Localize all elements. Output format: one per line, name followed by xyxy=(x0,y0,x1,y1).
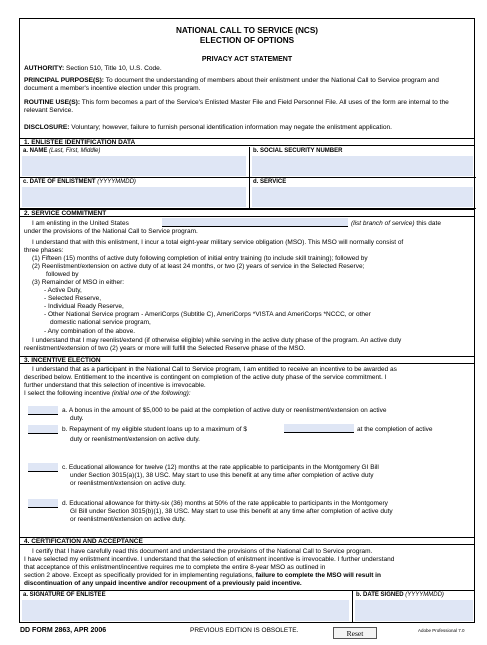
s2-line1-end: this date xyxy=(416,220,441,227)
disclosure-label: DISCLOSURE: xyxy=(24,124,70,131)
s2-option5: - Any combination of the above. xyxy=(44,328,136,335)
s4-line4 xyxy=(24,572,381,580)
date-signed-input[interactable] xyxy=(355,600,473,621)
name-cell xyxy=(20,147,249,178)
opt-c-line3: or reenlistment/extension on active duty. xyxy=(70,480,186,487)
s3-intro4-text: I select the following incentive xyxy=(24,390,110,397)
s2-phase1: (1) Fifteen (15) months of active duty following completion of initial entry training (to include skill training); followed by xyxy=(32,255,368,262)
s2-line1: I am enlisting in the United States xyxy=(32,220,129,227)
s4-line2: I have selected my enlistment incentive. I understand that the selection of enlistment incentive is irrevocable. I further understand xyxy=(24,556,395,563)
date-enlistment-hint: (YYYYMMDD) xyxy=(97,179,136,185)
s2-option1: - Active Duty, xyxy=(44,287,82,294)
form-title: NATIONAL CALL TO SERVICE (NCS) xyxy=(175,26,319,35)
service-label: d. SERVICE xyxy=(253,179,287,185)
s3-intro3: further understand that this selection of incentive is irrevocable. xyxy=(24,382,206,389)
s2-phase2: (2) Reenlistment/extension on active duty of at least 24 months, or two (2) years of service in the Selected Reserve; xyxy=(32,263,365,270)
purpose-label: PRINCIPAL PURPOSE(S): xyxy=(24,77,104,84)
date-enlistment-label: c. DATE OF ENLISTMENT xyxy=(23,179,96,185)
previous-edition-note: PREVIOUS EDITION IS OBSOLETE. xyxy=(190,627,299,634)
initial-c-input[interactable] xyxy=(28,463,58,472)
s2-option2: - Selected Reserve, xyxy=(44,295,102,302)
s3-intro4 xyxy=(24,390,191,398)
purpose-text: To document the understanding of members about their enlistment under the National Call to Service program and document a member's incentive election under this program. xyxy=(24,77,439,92)
authority-para xyxy=(24,65,468,73)
ncs-form xyxy=(19,18,475,623)
opt-d-line3: or reenlistment/extension on active duty. xyxy=(70,516,186,523)
service-cell xyxy=(250,178,476,209)
initial-d-input[interactable] xyxy=(28,499,58,508)
s3-intro2: described below. Entitlement to the incentive is contingent on completion of the active duty phase of the service commitment. I xyxy=(24,374,387,381)
signature-input[interactable] xyxy=(22,600,349,621)
s2-option4b: domestic national service program, xyxy=(50,319,151,326)
s4-line3: that acceptance of this enlistment/incentive requires me to complete the entire 8-year MSO as outlined in xyxy=(24,564,326,571)
service-input[interactable] xyxy=(252,187,473,207)
opt-b-line2: duty or reenlistment/extension on active duty. xyxy=(70,436,200,443)
s2-line3: I understand that with this enlistment, I incur a total eight-year military service obligation (MSO). This MSO will normally consist of xyxy=(32,239,404,246)
s2-end2: reenlistment/extension of two (2) years or more will fulfill the Selected Reserve phase of the MSO. xyxy=(24,345,306,352)
branch-hint: (list branch of service) xyxy=(351,220,415,227)
s3-intro4-hint: (initial one of the following): xyxy=(111,390,191,397)
ssn-cell xyxy=(250,147,476,178)
section3-title: 3. INCENTIVE ELECTION xyxy=(20,356,474,364)
section1-title: 1. ENLISTEE IDENTIFICATION DATA xyxy=(20,138,474,146)
s4-line4-bold: failure to complete the MSO will result in xyxy=(255,572,381,579)
routine-para xyxy=(24,99,468,115)
loan-amount-input[interactable] xyxy=(284,424,354,433)
opt-c-line2: under Section 3015(a)(1), 38 USC. May start to use this benefit at any time after completion of active duty xyxy=(70,472,374,479)
date-signed-hint: (YYYYMMDD) xyxy=(405,592,444,598)
s4-line4-text: section 2 above. Except as specifically provided for in implementing regulations, xyxy=(24,572,254,579)
date-enlistment-input[interactable] xyxy=(22,187,246,207)
purpose-para xyxy=(24,77,468,93)
routine-text: This form becomes a part of the Service's Enlisted Master File and Field Personnel File. All uses of the form are internal to the relevant Service. xyxy=(24,99,449,114)
s2-option3: - Individual Ready Reserve, xyxy=(44,303,124,310)
opt-b-line1-end: at the completion of active xyxy=(357,426,433,433)
date-enlistment-cell xyxy=(20,178,249,209)
disclosure-para xyxy=(24,124,468,132)
s2-phase3: (3) Remainder of MSO in either: xyxy=(32,279,125,286)
section2-title: 2. SERVICE COMMITMENT xyxy=(20,209,474,217)
disclosure-text: Voluntary; however, failure to furnish personal identification information may negate the enlistment application. xyxy=(71,124,392,131)
date-signed-cell-label xyxy=(353,591,444,599)
authority-text: Section 510, Title 10, U.S. Code. xyxy=(66,65,162,72)
s3-intro1: I understand that as a participant in the National Call to Service program, I am entitled to receive an incentive to be awarded as xyxy=(32,366,397,373)
reset-button[interactable]: Reset xyxy=(333,627,377,639)
s2-line1-tail xyxy=(351,220,441,228)
ssn-input[interactable] xyxy=(252,156,473,176)
signature-label: a. SIGNATURE OF ENLISTEE xyxy=(23,592,106,598)
name-hint: (Last, First, Middle) xyxy=(49,148,101,154)
name-label: a. NAME xyxy=(23,148,48,154)
opt-d-line1: d. Educational allowance for thirty-six (36) months at 50% of the rate applicable to participants in the Montgomery xyxy=(62,500,388,507)
opt-a-line1: a. A bonus in the amount of $5,000 to be paid at the completion of active duty or reenlistment/extension on active xyxy=(62,407,387,414)
s4-line5: discontinuation of any unpaid incentive and/or recoupment of a previously paid incentive. xyxy=(24,580,302,587)
section4-title: 4. CERTIFICATION AND ACCEPTANCE xyxy=(20,537,474,545)
routine-label: ROUTINE USE(S): xyxy=(24,99,81,106)
form-id: DD FORM 2863, APR 2006 xyxy=(20,627,107,634)
opt-a-line2: duty. xyxy=(70,415,84,422)
s4-line1: I certify that I have carefully read this document and understand the provisions of the National Call to Service program. xyxy=(32,548,373,555)
initial-a-input[interactable] xyxy=(28,406,58,415)
form-header xyxy=(20,19,474,46)
initial-b-input[interactable] xyxy=(28,425,58,434)
authority-label: AUTHORITY: xyxy=(24,65,65,72)
opt-b-line1: b. Repayment of my eligible student loans up to a maximum of $ xyxy=(62,426,247,433)
opt-c-line1: c. Educational allowance for twelve (12) months at the rate applicable to participants in the Montgomery GI Bill xyxy=(62,464,379,471)
name-input[interactable] xyxy=(22,156,246,176)
opt-d-line2: GI Bill under Section 3015(b)(1), 38 USC. May start to use this benefit at any time after completion of active duty xyxy=(70,508,393,515)
form-subtitle: ELECTION OF OPTIONS xyxy=(199,36,295,45)
s2-line2: under the provisions of the National Call to Service program. xyxy=(24,228,198,235)
s2-line4: three phases: xyxy=(24,247,64,254)
date-signed-label: b. DATE SIGNED xyxy=(356,592,404,598)
s2-end1: I understand that I may reenlist/extend (if otherwise eligible) while serving in the active duty phase of the program. An active duty xyxy=(32,337,402,344)
privacy-heading: PRIVACY ACT STATEMENT xyxy=(201,56,293,63)
s2-option4: - Other National Service program - AmeriCorps (Subtitle C), AmeriCorps *VISTA and AmeriCorps *NCCC, or other xyxy=(44,311,371,318)
ssn-label: b. SOCIAL SECURITY NUMBER xyxy=(253,148,343,154)
branch-input[interactable] xyxy=(162,218,348,227)
adobe-note: Adobe Professional 7.0 xyxy=(418,628,465,633)
s2-phase2b: followed by xyxy=(46,271,79,278)
